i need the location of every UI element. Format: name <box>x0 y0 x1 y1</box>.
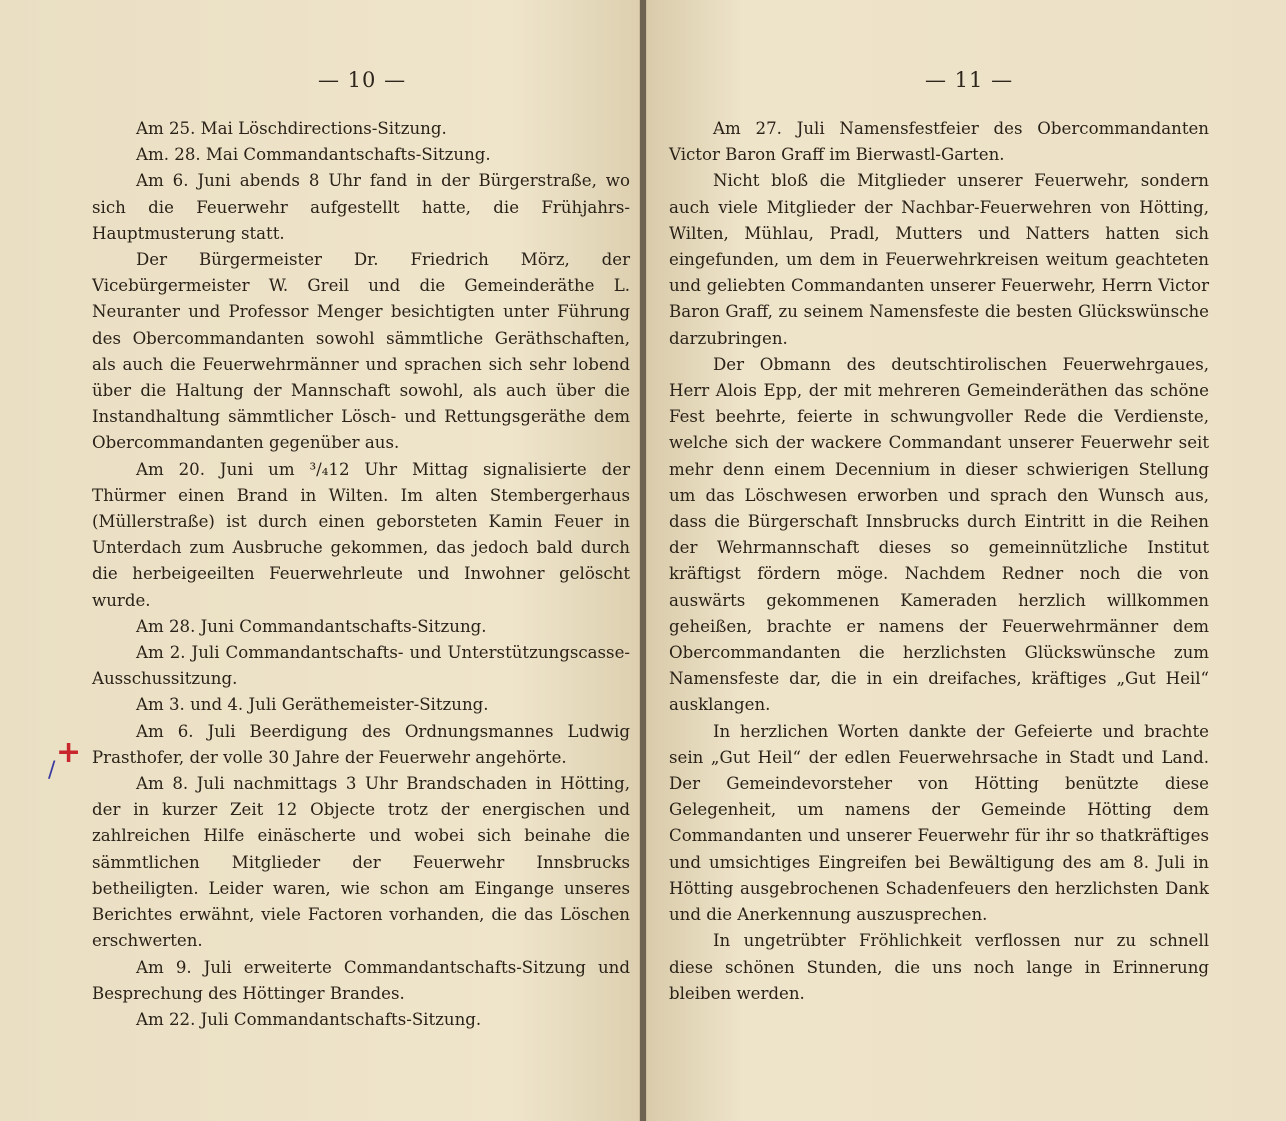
paragraph: Am 3. und 4. Juli Geräthemeister-Sitzung. <box>136 695 489 715</box>
paragraph: Am 2. Juli Commandantschafts- und Unterstützungscasse-Ausschussitzung. <box>92 643 630 689</box>
page-number: — 10 — <box>318 68 407 92</box>
paragraph: Am 6. Juli Beerdigung des Ordnungsmannes Ludwig Prasthofer, der volle 30 Jahre der Feuerwehr angehörte. <box>92 721 630 767</box>
paragraph: In ungetrübter Fröhlichkeit verflossen nur zu schnell diese schönen Stunden, die uns noch lange in Erinnerung bleiben werden. <box>669 931 1209 1003</box>
right-page <box>646 0 1286 1121</box>
paragraph: Am. 28. Mai Commandantschafts-Sitzung. <box>136 145 491 165</box>
paragraph: In herzlichen Worten dankte der Gefeierte und brachte sein „Gut Heil“ der edlen Feuerwehrsache in Stadt und Land. Der Gemeindevorsteher von Hötting benützte diese Gelegenheit, um namens der Gemeinde Hötting dem Commandanten und unserer Feuerwehr für ihr so thatkräftiges und umsichtiges Eingreifen bei Bewältigung des am 8. Juli in Hötting ausgebrochenen Schadenfeuers den herzlichsten Dank und die Anerkennung auszusprechen. <box>669 721 1209 925</box>
paragraph: Der Bürgermeister Dr. Friedrich Mörz, der Vicebürgermeister W. Greil und die Gemeinderäthe L. Neuranter und Professor Menger besichtigten unter Führung des Obercommandanten sowohl sämmtliche Geräthschaften, als auch die Feuerwehrmänner und sprachen sich sehr lobend über die Haltung der Mannschaft sowohl, als auch über die Instandhaltung sämmtlicher Lösch- und Rettungsgeräthe dem Obercommandanten gegenüber aus. <box>92 250 630 453</box>
margin-tick-mark: / <box>48 758 56 783</box>
page-body <box>92 116 630 1033</box>
paragraph: Am 22. Juli Commandantschafts-Sitzung. <box>136 1009 482 1029</box>
paragraph: Am 27. Juli Namensfestfeier des Obercommandanten Victor Baron Graff im Bierwastl-Garten. <box>669 119 1209 165</box>
paragraph: Am 9. Juli erweiterte Commandantschafts-Sitzung und Besprechung des Höttinger Brandes. <box>92 957 630 1003</box>
paragraph: Der Obmann des deutschtirolischen Feuerwehrgaues, Herr Alois Epp, der mit mehreren Gemeinderäthen das schöne Fest beehrte, feierte in schwungvoller Rede die Verdienste, welche sich der wackere Commandant unserer Feuerwehr seit mehr denn einem Decennium in dieser schwierigen Stellung um das Löschwesen erworben und sprach den Wunsch aus, dass die Bürgerschaft Innsbrucks durch Eintritt in die Reihen der Wehrmannschaft dieses so gemeinnützliche Institut kräftigst fördern möge. Nachdem Redner noch die von auswärts gekommenen Kameraden herzlich willkommen geheißen, brachte er namens der Feuerwehrmänner dem Obercommandanten die herzlichsten Glückswünsche zum Namensfeste dar, die in ein dreifaches, kräftiges „Gut Heil“ ausklangen. <box>669 354 1209 715</box>
paragraph: Nicht bloß die Mitglieder unserer Feuerwehr, sondern auch viele Mitglieder der Nachbar-Feuerwehren von Hötting, Wilten, Mühlau, Pradl, Mutters und Natters hatten sich eingefunden, um dem in Feuerwehrkreisen weitum geachteten und geliebten Commandanten unserer Feuerwehr, Herrn Victor Baron Graff, zu seinem Namensfeste die besten Glückswünsche darzubringen. <box>669 171 1209 348</box>
page-number: — 11 — <box>925 68 1014 92</box>
margin-cross-mark: + <box>56 735 82 770</box>
paragraph: Am 6. Juni abends 8 Uhr fand in der Bürgerstraße, wo sich die Feuerwehr aufgestellt hatte, die Frühjahrs-Hauptmusterung statt. <box>92 171 630 243</box>
paragraph: Am 20. Juni um ³/₄12 Uhr Mittag signalisierte der Thürmer einen Brand in Wilten. Im alten Stembergerhaus (Müllerstraße) ist durch einen geborsteten Kamin Feuer in Unterdach zum Ausbruche gekommen, das jedoch bald durch die herbeigeeilten Feuerwehrleute und Inwohner gelöscht wurde. <box>92 459 630 610</box>
paragraph: Am 8. Juli nachmittags 3 Uhr Brandschaden in Hötting, der in kurzer Zeit 12 Objecte trotz der energischen und zahlreichen Hilfe einäscherte und wobei sich beinahe die sämmtlichen Mitglieder der Feuerwehr Innsbrucks betheiligten. Leider waren, wie schon am Eingange unseres Berichtes erwähnt, viele Factoren vorhanden, die das Löschen erschwerten. <box>92 774 630 951</box>
paragraph: Am 28. Juni Commandantschafts-Sitzung. <box>136 616 487 636</box>
left-page <box>0 0 640 1121</box>
page-body <box>669 116 1209 1007</box>
paragraph: Am 25. Mai Löschdirections-Sitzung. <box>136 119 447 138</box>
